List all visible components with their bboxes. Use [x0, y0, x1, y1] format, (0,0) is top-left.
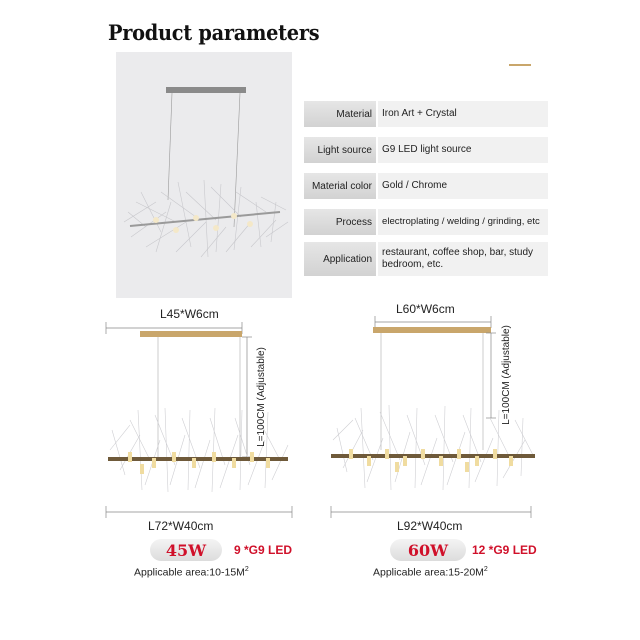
param-label: Process — [304, 209, 376, 235]
diagram-60w — [325, 300, 540, 520]
bulbs — [128, 452, 270, 474]
cable-length-label: L=100CM (Adjustable) — [256, 347, 267, 447]
led-count: 12 *G9 LED — [472, 543, 537, 557]
canopy-bar — [373, 327, 491, 333]
cable-length-label: L=100CM (Adjustable) — [501, 325, 512, 425]
param-value: Iron Art + Crystal — [378, 101, 548, 127]
product-photo — [116, 52, 292, 298]
applicable-area-text: Applicable area:15-20M — [373, 566, 484, 579]
power-badge: 45W — [150, 539, 222, 561]
param-value-line: bedroom, etc. — [382, 259, 444, 270]
param-label: Material — [304, 101, 376, 127]
param-value-line: restaurant, coffee shop, bar, study — [382, 247, 534, 258]
decorative-dash — [509, 64, 531, 66]
area-unit-superscript: 2 — [244, 566, 249, 573]
param-value — [378, 242, 548, 276]
param-label: Light source — [304, 137, 376, 163]
param-label: Material color — [304, 173, 376, 199]
param-label: Application — [304, 242, 376, 276]
body-bar — [108, 457, 288, 461]
param-row-material-color — [304, 173, 548, 199]
photo-canopy — [166, 87, 246, 93]
canopy-dimension: L60*W6cm — [396, 302, 455, 316]
applicable-area-text: Applicable area:10-15M — [134, 566, 245, 579]
param-value: G9 LED light source — [378, 137, 548, 163]
canopy-bar — [140, 331, 242, 337]
body-dimension: L72*W40cm — [148, 519, 214, 533]
param-row-light-source — [304, 137, 548, 163]
led-count: 9 *G9 LED — [234, 543, 293, 557]
body-dimension: L92*W40cm — [397, 519, 463, 533]
applicable-area — [373, 566, 488, 579]
param-row-process — [304, 209, 548, 235]
applicable-area — [134, 566, 249, 579]
body-bar — [331, 454, 535, 458]
diagram-45w — [100, 300, 300, 520]
param-row-application — [304, 242, 548, 276]
param-row-material — [304, 101, 548, 127]
param-value: electroplating / welding / grinding, etc — [378, 209, 548, 235]
bulbs — [349, 449, 513, 472]
area-unit-superscript: 2 — [483, 566, 488, 573]
canopy-dimension: L45*W6cm — [160, 307, 219, 321]
page-title: Product parameters — [108, 20, 320, 45]
power-badge: 60W — [390, 539, 466, 561]
param-value: Gold / Chrome — [378, 173, 548, 199]
